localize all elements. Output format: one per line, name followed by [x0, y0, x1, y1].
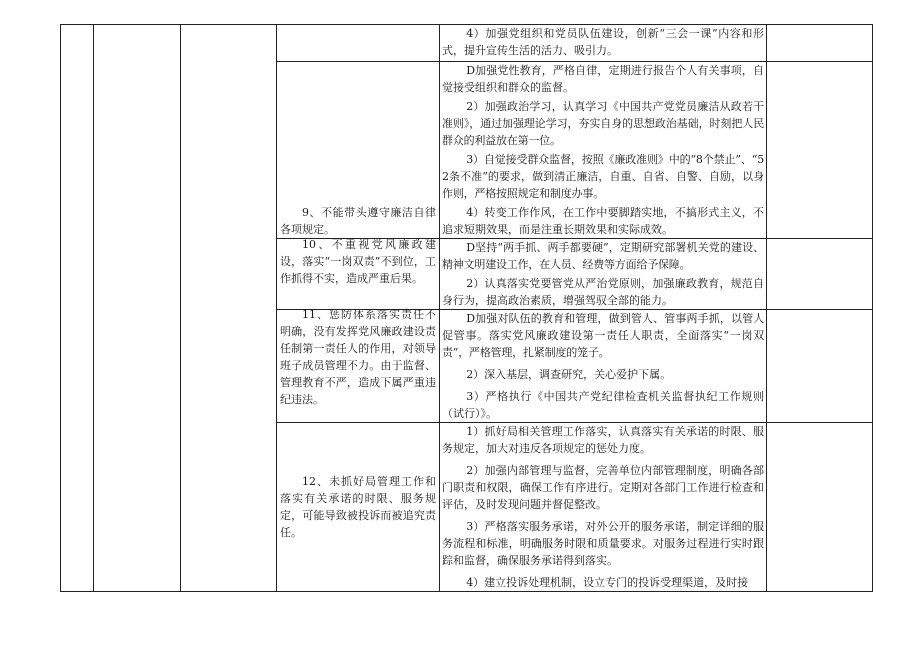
duty-column-cell	[181, 25, 277, 592]
table-row-1	[61, 25, 873, 62]
measure-item: 2）认真落实党要管党从严治党原则，加强廉政教育，规范自身行为，提高政治素质，增强驾驭全部的能力。	[442, 277, 764, 307]
risk-point-text: 9、不能带头遵守廉洁自律各项规定。	[280, 206, 436, 236]
risk-point-text: 12、未抓好局管理工作和落实有关承诺的时限、服务规定，可能导致被投诉而被追究责任。	[280, 475, 436, 539]
measure-item: D加强对队伍的教育和管理，做到管人、管事两手抓，以管人促管事。落实党风廉政建设第一责任人职责，全面落实“一岗双责”，严格管理，扎紧制度的笼子。	[442, 312, 764, 359]
measure-item: D加强党性教育，严格自律，定期进行报告个人有关事项，自觉接受组织和群众的监督。	[442, 64, 764, 94]
risk-point-text: 11、惩防体系落实责任不明确，没有发挥党风廉政建设责任制第一责任人的作用，对领导班子成员管理不力。由于监督、管理教育不严，造成下属严重违纪违法。	[280, 308, 436, 406]
index-column-cell	[61, 25, 94, 592]
measure-item: 2）深入基层，调查研究，关心爱护下属。	[466, 368, 672, 381]
risk-point-cell	[277, 423, 440, 592]
measure-item: 3）严格执行《中国共产党纪律检查机关监督执纪工作规则（试行）》。	[442, 390, 764, 420]
remark-cell	[767, 310, 873, 423]
post-column-cell	[94, 25, 181, 592]
remark-cell	[767, 62, 873, 239]
prevention-measures-cell	[440, 310, 767, 423]
risk-point-cell	[277, 25, 440, 62]
measure-item: D坚持“两手抓、两手都要硬”，定期研究部署机关党的建设、精神文明建设工作，在人员、经费等方面给予保障。	[442, 241, 764, 271]
remark-cell	[767, 239, 873, 310]
measure-item: 3）严格落实服务承诺，对外公开的服务承诺，制定详细的服务流程和标准，明确服务时限和质量要求。对服务过程进行实时跟踪和监督，确保服务承诺得到落实。	[442, 520, 764, 567]
measure-item: 1）抓好局相关管理工作落实，认真落实有关承诺的时限、服务规定，加大对违反各项规定的惩处力度。	[442, 425, 764, 455]
measure-item: 4）转变工作作风，在工作中要脚踏实地，不搞形式主义，不追求短期效果，而是注重长期效果和实际成效。	[442, 206, 764, 236]
risk-point-cell	[277, 310, 440, 423]
measure-item: 2）加强内部管理与监督，完善单位内部管理制度，明确各部门职责和权限，确保工作有序进行。定期对各部门工作进行检查和评估，及时发现问题并督促整改。	[442, 464, 764, 511]
measure-item: 4）加强党组织和党员队伍建设，创新“三会一课”内容和形式，提升宣传生活的活力、吸引力。	[442, 27, 764, 57]
measure-item: 3）自觉接受群众监督，按照《廉政准则》中的“8个禁止”、“52条不准”的要求，做到清正廉洁，自重、自省、自警、自励，以身作则，严格按照规定和制度办事。	[442, 153, 764, 200]
risk-point-cell	[277, 62, 440, 239]
prevention-measures-cell	[440, 239, 767, 310]
prevention-measures-cell	[440, 25, 767, 62]
remark-cell	[767, 25, 873, 62]
measure-item: 4）建立投诉处理机制，设立专门的投诉受理渠道，及时接	[466, 576, 749, 589]
prevention-measures-cell	[440, 423, 767, 592]
remark-cell	[767, 423, 873, 592]
risk-point-text: 10、不重视党风廉政建设，落实“一岗双责”不到位，工作抓得不实，造成严重后果。	[280, 238, 436, 285]
prevention-measures-cell	[440, 62, 767, 239]
risk-point-cell	[277, 239, 440, 310]
risk-control-table	[60, 24, 873, 592]
measure-item: 2）加强政治学习，认真学习《中国共产党党员廉洁从政若干准则》，通过加强理论学习，夯实自身的思想政治基础，时刻把人民群众的利益放在第一位。	[442, 100, 764, 147]
